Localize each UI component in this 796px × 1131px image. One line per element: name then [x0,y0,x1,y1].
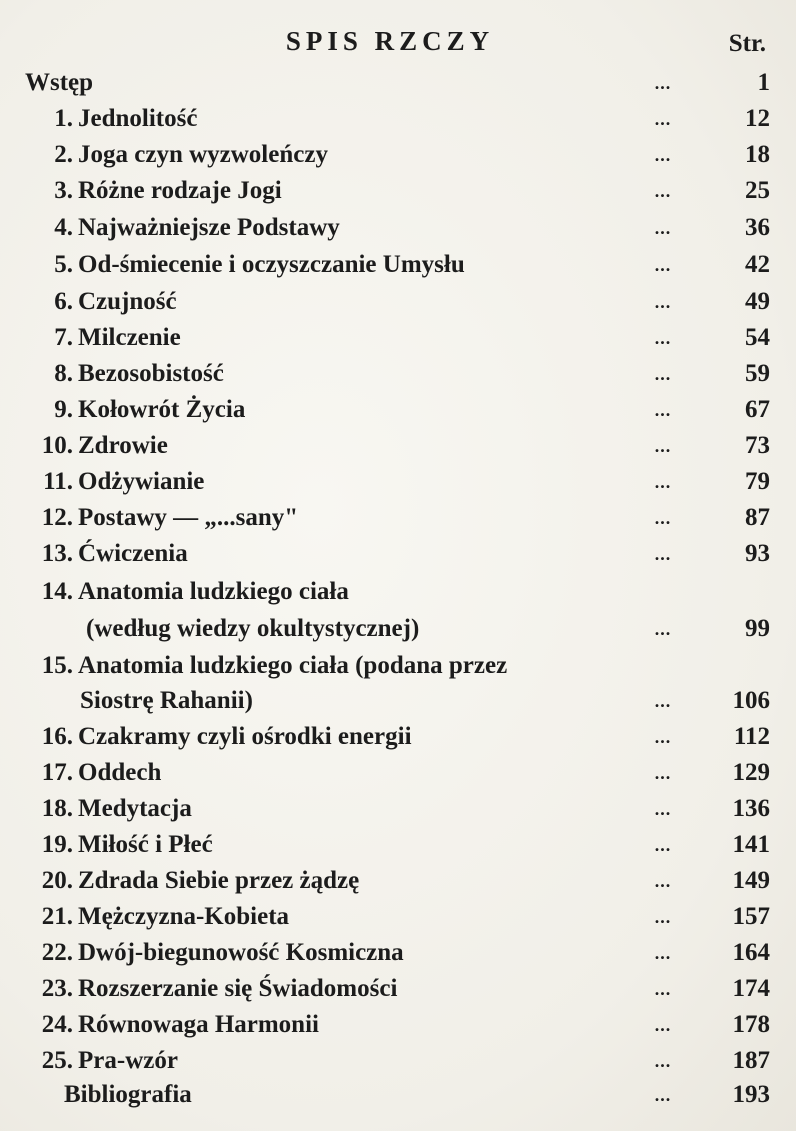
entry-page: 178 [732,1011,770,1038]
entry-title: Milczenie [78,324,181,351]
entry-page: 79 [745,468,770,495]
toc-entry [0,429,796,463]
entry-page: 42 [745,251,770,278]
entry-dots: ... [654,1051,672,1071]
toc-entry [0,393,796,427]
entry-dots: ... [654,436,672,456]
entry-title: Zdrowie [78,432,168,459]
entry-number: 6. [54,288,73,315]
toc-entry [0,649,796,683]
entry-title: Czujność [78,288,177,315]
entry-dots: ... [654,218,672,238]
toc-entry [0,1044,796,1078]
entry-title: Czakramy czyli ośrodki energii [78,723,412,750]
entry-number: 19. [41,831,73,858]
entry-page: 1 [757,69,770,96]
entry-dots: ... [654,619,672,639]
entry-page: 164 [732,939,770,966]
entry-title: Mężczyzna-Kobieta [78,903,290,930]
toc-entry [0,972,796,1006]
toc-entry [0,900,796,934]
entry-page: 67 [745,396,770,423]
entry-dots: ... [654,73,672,93]
toc-title: SPIS RZCZY [285,26,495,56]
entry-title: Postawy — „...sany" [78,504,299,531]
entry-dots: ... [654,181,672,201]
entry-page: 106 [732,687,770,714]
entry-number: 18. [41,795,73,822]
entry-dots: ... [654,799,672,819]
toc-entry-continuation [0,612,796,646]
entry-page: 187 [732,1047,770,1074]
entry-dots: ... [654,943,672,963]
entry-title: Ćwiczenia [78,540,188,567]
entry-page: 112 [733,723,770,750]
entry-number: 13. [41,540,73,567]
entry-title: Anatomia ludzkiego ciała [78,578,349,605]
entry-number: 2. [54,141,73,168]
toc-entry-intro [0,66,796,100]
entry-title: Wstęp [25,69,94,96]
entry-page: 36 [745,214,770,241]
entry-title: Różne rodzaje Jogi [78,177,282,204]
toc-entry [0,285,796,319]
entry-dots: ... [654,292,672,312]
entry-dots: ... [654,328,672,348]
entry-title: Oddech [78,759,162,786]
entry-dots: ... [654,508,672,528]
entry-page: 87 [745,504,770,531]
entry-page: 193 [732,1081,770,1108]
entry-number: 24. [41,1011,73,1038]
entry-title: Siostrę Rahanii) [80,687,253,714]
toc-entry [0,720,796,754]
entry-page: 49 [745,288,770,315]
toc-entry [0,936,796,970]
entry-page: 136 [732,795,770,822]
toc-entry [0,138,796,172]
entry-dots: ... [654,1015,672,1035]
entry-number: 10. [41,432,73,459]
entry-number: 3. [54,177,73,204]
entry-page: 129 [732,759,770,786]
entry-number: 7. [54,324,73,351]
entry-dots: ... [654,472,672,492]
entry-number: 17. [41,759,73,786]
entry-page: 18 [745,141,770,168]
entry-dots: ... [654,727,672,747]
entry-dots: ... [654,691,672,711]
entry-dots: ... [654,145,672,165]
toc-entry [0,575,796,609]
entry-number: 1. [54,105,73,132]
entry-dots: ... [654,835,672,855]
toc-entry [0,756,796,790]
entry-title: Jednolitość [78,105,198,132]
toc-entry-continuation [0,684,796,718]
entry-number: 22. [41,939,73,966]
toc-entry [0,321,796,355]
entry-title: Bibliografia [64,1081,192,1108]
entry-dots: ... [654,109,672,129]
entry-page: 149 [732,867,770,894]
entry-page: 157 [732,903,770,930]
toc-entry [0,1008,796,1042]
entry-title: Zdrada Siebie przez żądzę [78,867,360,894]
entry-number: 20. [41,867,73,894]
entry-title: Dwój-biegunowość Kosmiczna [78,939,404,966]
entry-title: Joga czyn wyzwoleńczy [78,141,328,168]
toc-entry [0,357,796,391]
entry-dots: ... [654,255,672,275]
entry-dots: ... [654,871,672,891]
entry-title: Odżywianie [78,468,205,495]
entry-title: Rozszerzanie się Świadomości [78,975,398,1002]
entry-dots: ... [654,1085,672,1105]
entry-number: 23. [41,975,73,1002]
entry-title: Kołowrót Życia [78,396,246,423]
entry-title: Medytacja [78,795,192,822]
entry-title: Miłość i Płeć [78,831,213,858]
entry-title: Najważniejsze Podstawy [78,214,340,241]
entry-dots: ... [654,364,672,384]
entry-number: 8. [54,360,73,387]
toc-entry [0,465,796,499]
entry-page: 93 [745,540,770,567]
entry-number: 4. [54,214,73,241]
entry-title: Bezosobistość [78,360,224,387]
entry-title: Od-śmiecenie i oczyszczanie Umysłu [78,251,465,278]
toc-entry [0,174,796,208]
entry-number: 5. [54,251,73,278]
entry-number: 25. [41,1047,73,1074]
entry-dots: ... [654,544,672,564]
entry-page: 141 [732,831,770,858]
toc-entry [0,248,796,282]
entry-number: 9. [54,396,73,423]
entry-page: 174 [732,975,770,1002]
entry-number: 12. [41,504,73,531]
entry-dots: ... [654,400,672,420]
entry-dots: ... [654,907,672,927]
entry-dots: ... [654,763,672,783]
toc-entry [0,211,796,245]
toc-entry [0,828,796,862]
toc-entry [0,864,796,898]
toc-entry [0,102,796,136]
toc-entry [0,501,796,535]
toc-entry [0,792,796,826]
entry-page: 99 [745,615,770,642]
entry-number: 11. [43,468,73,495]
entry-page: 54 [745,324,770,351]
page-column-header: Str. [728,30,766,57]
toc-entry-bibliography [0,1078,796,1112]
entry-number: 14. [41,578,73,605]
entry-title: Równowaga Harmonii [78,1011,319,1038]
entry-number: 21. [41,903,73,930]
entry-page: 12 [745,105,770,132]
entry-title: Anatomia ludzkiego ciała (podana przez [78,652,508,679]
entry-page: 73 [745,432,770,459]
entry-number: 16. [41,723,73,750]
toc-entry [0,537,796,571]
entry-title: Pra-wzór [78,1047,178,1074]
entry-title: (według wiedzy okultystycznej) [86,615,420,642]
entry-dots: ... [654,979,672,999]
entry-number: 15. [41,652,73,679]
entry-page: 25 [745,177,770,204]
entry-page: 59 [745,360,770,387]
